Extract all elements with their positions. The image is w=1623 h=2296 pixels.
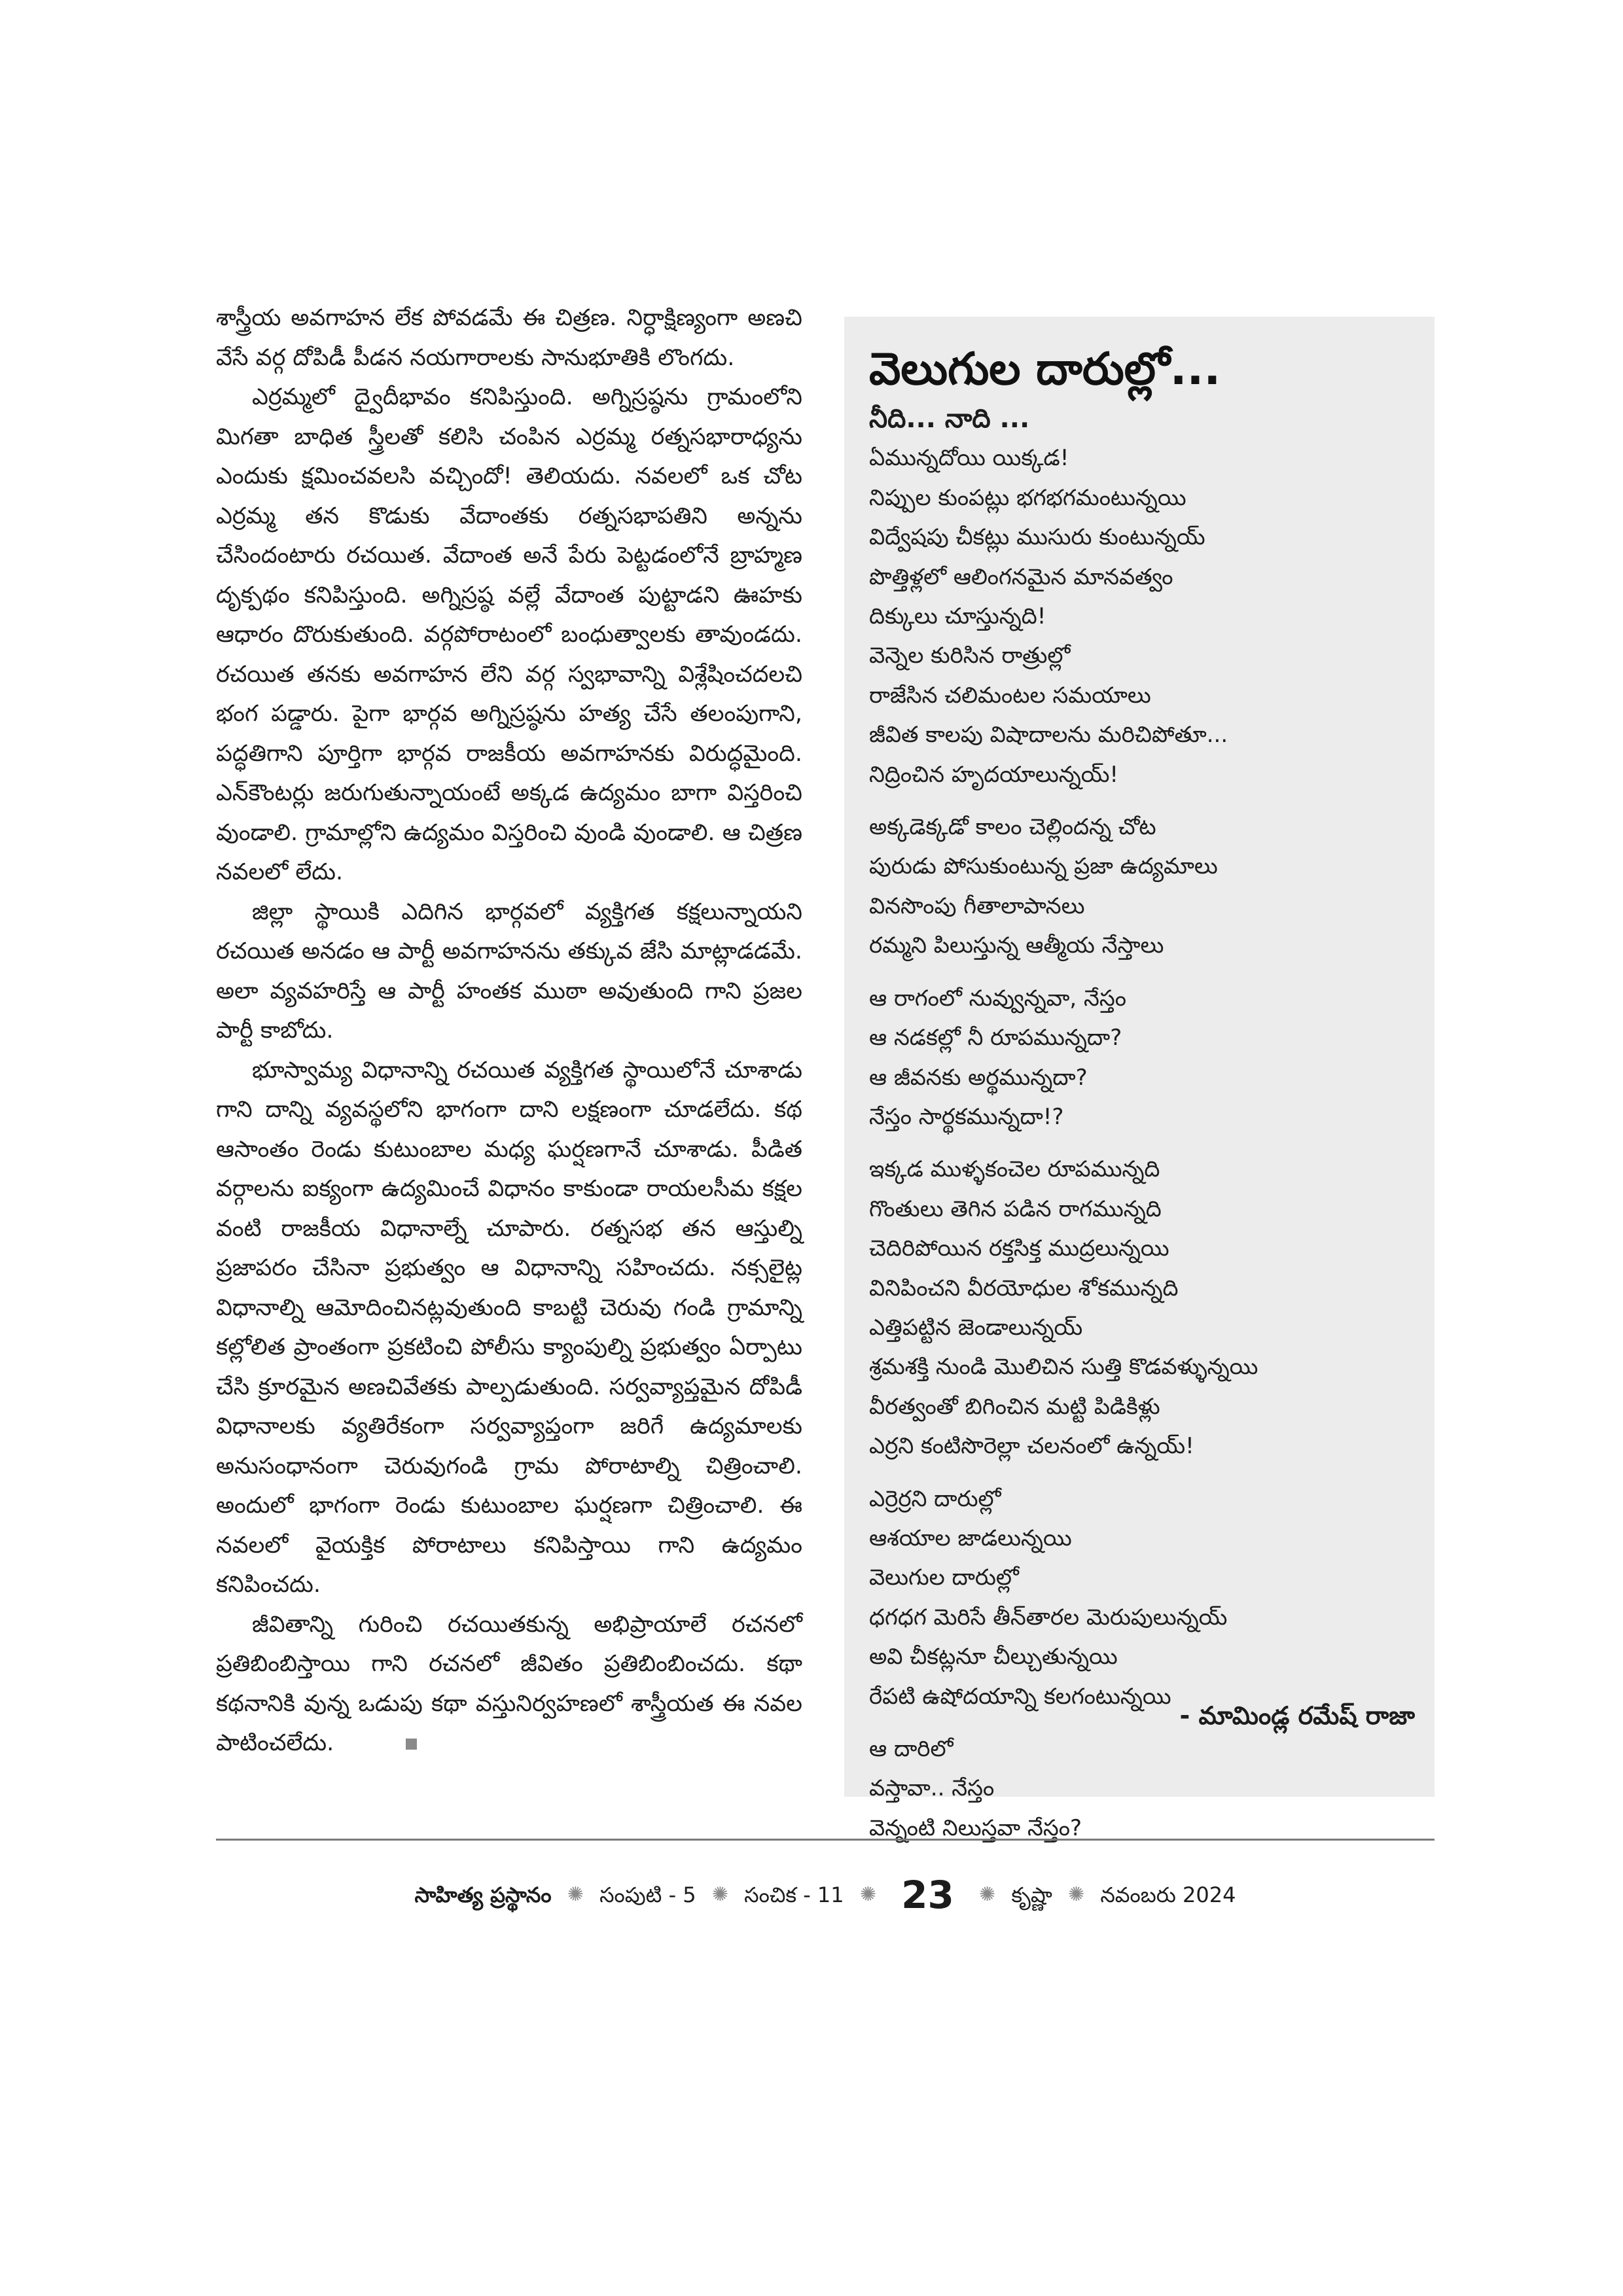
poem-author: - మామిండ్ల రమేష్ రాజా	[1179, 1701, 1415, 1730]
poem-line: ఏమున్నదోయి యిక్కడ!	[869, 445, 1069, 472]
poem-line: వినసొంపు గీతాలాపానలు	[869, 892, 1085, 919]
poem-line: అక్కడెక్కడో కాలం చెల్లిందన్న చోట	[869, 814, 1156, 841]
poem-line: ధగధగ మెరిసే తీన్‌తారల మెరుపులున్నయ్	[869, 1604, 1228, 1631]
poem-line: ఆశయాల జాడలున్నయి	[869, 1525, 1072, 1551]
poem-line: ఎర్రెర్రని దారుల్లో	[869, 1485, 1001, 1512]
poem-line: నిప్పుల కుంపట్లు భగభగమంటున్నయి	[869, 484, 1186, 511]
article-paragraph: భూస్వామ్య విధానాన్ని రచయిత వ్యక్తిగత స్థాయిలోనే చూశాడు గాని దాన్ని వ్యవస్థలోని భాగంగా దాని లక్షణంగా చూడలేదు. కథ ఆసాంతం రెండు కుటుంబాల మధ్య ఘర్షణగానే చూశాడు. పీడిత వర్గాలను ఐక్యంగా ఉద్యమించే విధానం కాకుండా రాయలసీమ కక్షల వంటి రాజకీయ విధానాల్నే చూపారు. రత్నసభ తన ఆస్తుల్ని ప్రజాపరం చేసినా ప్రభుత్వం ఆ విధానాన్ని సహించదు. నక్సలైట్ల విధానాల్ని ఆమోదించినట్లవుతుంది కాబట్టి చెరువు గండి గ్రామాన్ని కల్లోలిత ప్రాంతంగా ప్రకటించి పోలీసు క్యాంపుల్ని ప్రభుత్వం ఏర్పాటు చేసి క్రూరమైన అణచివేతకు పాల్పడుతుంది. సర్వవ్యాప్తమైన దోపిడీ విధానాలకు వ్యతిరేకంగా సర్వవ్యాప్తంగా జరిగే ఉద్యమాలకు అనుసంధానంగా చెరువుగండి గ్రామ పోరాటాల్ని చిత్రించాలి. అందులో భాగంగా రెండు కుటుంబాల ఘర్షణగా చిత్రించాలి. ఈ నవలలో వైయక్తిక పోరాటాలు కనిపిస్తాయి గాని ఉద్యమం కనిపించదు.	[216, 1057, 802, 1598]
poem-line: నిద్రించిన హృదయాలున్నయ్!	[869, 761, 1119, 788]
poem-line: ఆ జీవనకు అర్థమున్నదా?	[869, 1064, 1088, 1091]
poem-stanza	[869, 1479, 1416, 1716]
end-of-article-square-icon	[406, 1739, 417, 1750]
poem-line: వెన్నెల కురిసిన రాత్రుల్లో	[869, 643, 1071, 669]
poem-line: నేస్తం సార్థకమున్నదా!?	[869, 1103, 1064, 1130]
poem-line: అవి చీకట్లనూ చీల్చుతున్నయి	[869, 1644, 1118, 1670]
poem-stanza	[869, 807, 1416, 966]
footer-separator-icon: ✺	[567, 1883, 584, 1906]
poem-line: ఇక్కడ ముళ్ళకంచెల రూపమున్నది	[869, 1156, 1160, 1183]
footer-volume: సంపుటి - 5	[599, 1882, 696, 1907]
poem-body	[869, 399, 1416, 1848]
poem-line: పురుడు పోసుకుంటున్న ప్రజా ఉద్యమాలు	[869, 853, 1218, 880]
poem-line: వెలుగుల దారుల్లో	[869, 1564, 1019, 1591]
footer-divider	[216, 1839, 1435, 1841]
article-paragraph: శాస్త్రీయ అవగాహన లేక పోవడమే ఈ చిత్రణ. నిర్ధాక్షిణ్యంగా అణచి వేసే వర్గ దోపిడీ పీడన నయగారాలకు సానుభూతికి లొంగదు.	[216, 305, 802, 371]
poem-line: పొత్తిళ్లలో ఆలింగనమైన మానవత్వం	[869, 563, 1173, 590]
poem-line: వస్తావా.. నేస్తం	[869, 1775, 995, 1802]
footer-magazine-name: సాహిత్య ప్రస్థానం	[414, 1882, 552, 1907]
article-paragraph-text: జీవితాన్ని గురించి రచయితకున్న అభిప్రాయాలే రచనలో ప్రతిబింబిస్తాయి గాని రచనలో జీవితం ప్రతిబింబించదు. కథా కథనానికి వున్న ఒడుపు కథా వస్తునిర్వహణలో శాస్త్రీయత ఈ నవల పాటించలేదు.	[216, 1611, 802, 1756]
footer-separator-icon: ✺	[859, 1883, 876, 1906]
page-footer	[216, 1870, 1435, 1918]
footer-page-number: 23	[901, 1873, 954, 1917]
poem-stanza	[869, 1150, 1416, 1466]
poem-line: చెదిరిపోయిన రక్తసిక్త ముద్రలున్నయి	[869, 1235, 1169, 1262]
article-paragraph: ఎర్రమ్మలో ద్వైదీభావం కనిపిస్తుంది. అగ్నిస్రష్ఠను గ్రామంలోని మిగతా బాధిత స్త్రీలతో కలిసి చంపిన ఎర్రమ్మ రత్నసభారాధ్యను ఎందుకు క్షమించవలసి వచ్చిందో! తెలియదు. నవలలో ఒక చోట ఎర్రమ్మ తన కొడుకు వేదాంతకు రత్నసభాపతిని అన్నను చేసిందంటారు రచయిత. వేదాంత అనే పేరు పెట్టడంలోనే బ్రాహ్మణ దృక్పథం కనిపిస్తుంది. అగ్నిస్రష్ఠ వల్లే వేదాంత పుట్టాడని ఊహకు ఆధారం దొరుకుతుంది. వర్గపోరాటంలో బంధుత్వాలకు తావుండదు. రచయిత తనకు అవగాహన లేని వర్గ స్వభావాన్ని విశ్లేషించదలచి భంగ పడ్డారు. పైగా భార్గవ అగ్నిస్రష్ఠను హత్య చేసే తలంపుగాని, పద్ధతిగాని పూర్తిగా భార్గవ రాజకీయ అవగాహనకు విరుద్ధమైంది. ఎన్‌కౌంటర్లు జరుగుతున్నాయంటే అక్కడ ఉద్యమం బాగా విస్తరించి వుండాలి. గ్రామాల్లోని ఉద్యమం విస్తరించి వుండి వుండాలి. ఆ చిత్రణ నవలలో లేదు.	[216, 384, 802, 885]
footer-separator-icon: ✺	[1068, 1883, 1085, 1906]
footer-separator-icon: ✺	[979, 1883, 996, 1906]
poem-line: ఆ రాగంలో నువ్వున్నవా, నేస్తం	[869, 985, 1126, 1012]
poem-line: గొంతులు తెగిన పడిన రాగమున్నది	[869, 1195, 1162, 1222]
footer-month: కృష్ణా	[1011, 1882, 1052, 1907]
poem-stanza	[869, 979, 1416, 1137]
footer-separator-icon: ✺	[711, 1883, 728, 1906]
footer-date: నవంబరు 2024	[1100, 1882, 1236, 1907]
article-paragraph-last	[216, 1605, 802, 1763]
poem-line: రాజేసిన చలిమంటల సమయాలు	[869, 682, 1151, 709]
poem-stanza	[869, 1729, 1416, 1848]
poem-line: వినిపించని వీరయోధుల శోకమున్నది	[869, 1275, 1179, 1301]
poem-line: ఎర్రని కంటిసొరెల్లా చలనంలో ఉన్నయ్!	[869, 1433, 1194, 1460]
poem-line: దిక్కులు చూస్తున్నది!	[869, 603, 1046, 630]
poem-line: వీరత్వంతో బిగించిన మట్టి పిడికిళ్లు	[869, 1393, 1160, 1420]
poem-line: రమ్మని పిలుస్తున్న ఆత్మీయ నేస్తాలు	[869, 932, 1164, 959]
poem-line: విద్వేషపు చీకట్లు ముసురు కుంటున్నయ్	[869, 524, 1205, 551]
poem-line: శ్రమశక్తి నుండి మొలిచిన సుత్తి కొడవళ్ళున్నయి	[869, 1354, 1258, 1381]
poem-line: రేపటి ఉషోదయాన్ని కలగంటున్నయి	[869, 1683, 1171, 1710]
poem-line: ఎత్తిపట్టిన జెండాలున్నయ్	[869, 1314, 1083, 1341]
poem-line: ఆ దారిలో	[869, 1736, 954, 1762]
poem-stanza	[869, 399, 1416, 794]
poem-title: వెలుగుల దారుల్లో...	[869, 344, 1221, 395]
poem-line: ఆ నడకల్లో నీ రూపమున్నదా?	[869, 1025, 1122, 1051]
poem-line: నీది... నాది ...	[869, 404, 1030, 434]
article-paragraph: జిల్లా స్థాయికి ఎదిగిన భార్గవలో వ్యక్తిగత కక్షలున్నాయని రచయిత అనడం ఆ పార్టీ అవగాహనను తక్కువ జేసి మాట్లాడడమే. అలా వ్యవహరిస్తే ఆ పార్టీ హంతక ముఠా అవుతుంది గాని ప్రజల పార్టీ కాబోదు.	[216, 898, 802, 1044]
footer-issue: సంచిక - 11	[744, 1882, 844, 1907]
poem-line: వెన్నంటి నిలుస్తవా నేస్తం?	[869, 1814, 1082, 1841]
poem-box	[844, 317, 1435, 1841]
poem-line: జీవిత కాలపు విషాదాలను మరిచిపోతూ...	[869, 722, 1228, 749]
article-column	[216, 298, 802, 1763]
